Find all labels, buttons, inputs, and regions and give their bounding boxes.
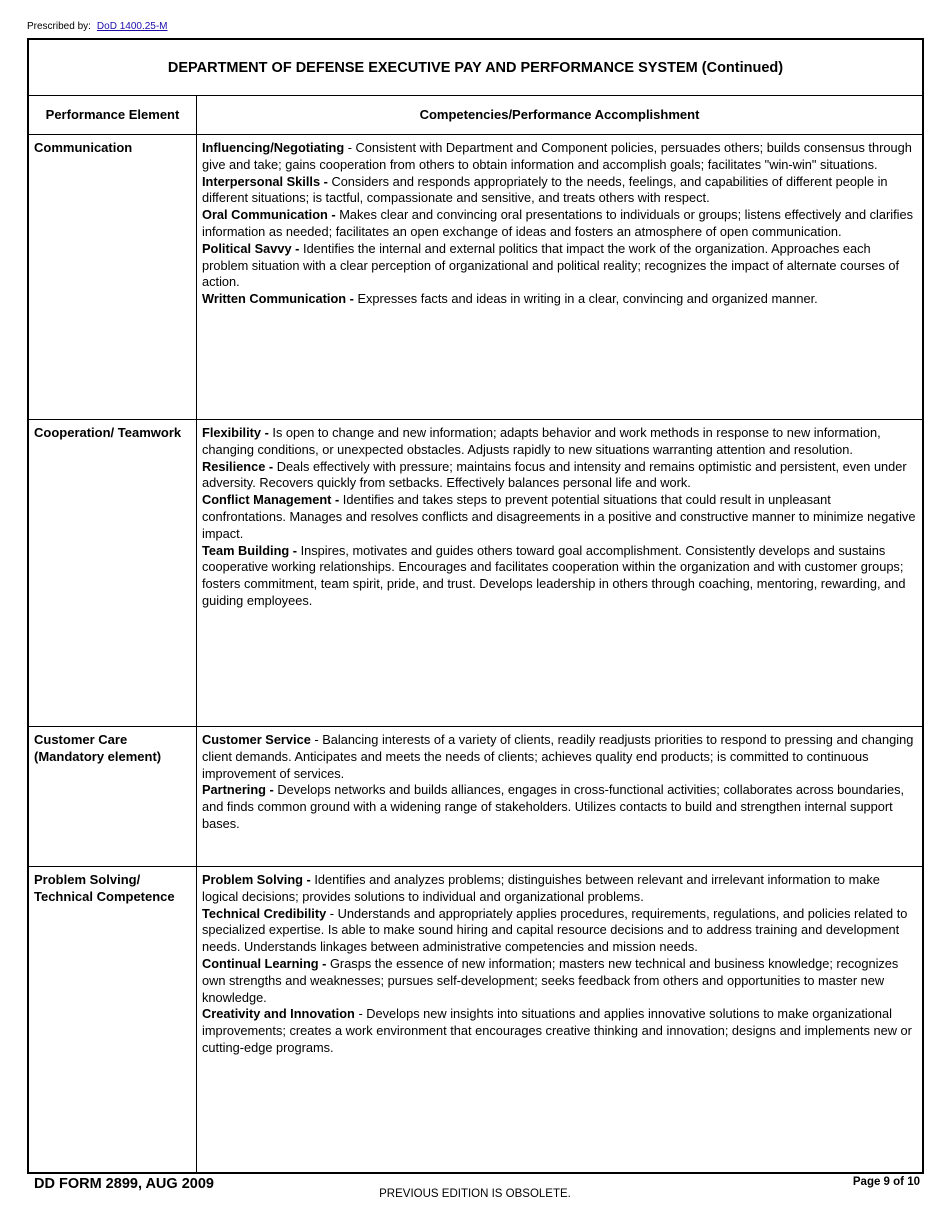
competency-item: Customer Service - Balancing interests of a variety of clients, readily readjusts priorities to respond to pressing and changing client demands. Anticipates and meets the needs of clients; achieves quality end products; is committed to continuous improvement of services. xyxy=(202,732,914,781)
competency-list xyxy=(202,425,918,610)
table-row-teamwork xyxy=(29,420,922,727)
prescribed-label: Prescribed by: xyxy=(27,21,91,32)
form-table xyxy=(27,38,924,1174)
competency-item: Influencing/Negotiating - Consistent with Department and Component policies, persuades others; builds consensus through give and take; gains cooperation from others to obtain information and accomplish goals; facilitates "win-win" situations. xyxy=(202,140,912,172)
table-row-customer-care xyxy=(29,727,922,867)
obsolete-notice: PREVIOUS EDITION IS OBSOLETE. xyxy=(379,1188,571,1200)
page-number: Page 9 of 10 xyxy=(852,1176,920,1188)
competency-item: Conflict Management - Identifies and takes steps to prevent potential situations that could result in unpleasant confrontations. Manages and resolves conflicts and disagreements in a positive and constructive manner to minimize negative impact. xyxy=(202,492,916,541)
competency-item: Resilience - Deals effectively with pressure; maintains focus and intensity and remains optimistic and persistent, even under adversity. Recovers quickly from setbacks. Effectively balances personal life and work. xyxy=(202,458,907,491)
competency-list xyxy=(202,732,918,833)
competency-item: Flexibility - Is open to change and new information; adapts behavior and work methods in response to new information, changing conditions, or unexpected obstacles. Adjusts rapidly to new situations warranting attention and resolution. xyxy=(202,425,881,457)
form-id: DD FORM 2899, AUG 2009 xyxy=(34,1176,214,1192)
table-row-problem-solving xyxy=(29,867,922,1173)
competency-item: Partnering - Develops networks and builds alliances, engages in cross-functional activities; collaborates across boundaries, and finds common ground with a widening range of stakeholders. Utilizes contacts to build and strengthen internal support bases. xyxy=(202,782,905,831)
competency-item: Technical Credibility - Understands and appropriately applies procedures, requirements, regulations, and policies related to specialized expertise. Is able to make sound hiring and capital resource decisions and to address training and development needs. Understands linkages between administrative competencies and mission needs. xyxy=(202,905,908,955)
competency-list xyxy=(202,872,918,1057)
element-label: Cooperation/ Teamwork xyxy=(34,425,182,440)
competency-item: Interpersonal Skills - Considers and responds appropriately to the needs, feelings, and capabilities of different people in different situations; is tactful, compassionate and sensitive, and treats others with respect. xyxy=(202,173,888,206)
competency-item: Creativity and Innovation - Develops new insights into situations and applies innovative solutions to make organizational improvements; creates a work environment that encourages creative thinking and innovation; designs and implements new or cutting-edge programs. xyxy=(202,1006,912,1055)
prescribed-by xyxy=(27,21,168,32)
competency-item: Political Savvy - Identifies the internal and external politics that impact the work of the organization. Approaches each problem situation with a clear perception of organizational and political reality; recognizes the impact of alternate courses of action. xyxy=(202,240,900,290)
element-label: Problem Solving/ Technical Competence xyxy=(34,872,175,904)
column-header-competencies: Competencies/Performance Accomplishment xyxy=(196,96,923,135)
element-label: Communication xyxy=(34,140,133,155)
table-row-communication xyxy=(29,135,922,420)
competency-item: Problem Solving - Identifies and analyzes problems; distinguishes between relevant and irrelevant information to make logical decisions; provides solutions to individual and organizational problems. xyxy=(202,872,880,904)
form-title: DEPARTMENT OF DEFENSE EXECUTIVE PAY AND PERFORMANCE SYSTEM (Continued) xyxy=(29,40,922,96)
column-header-element: Performance Element xyxy=(29,96,196,135)
prescribed-link[interactable]: DoD 1400.25-M xyxy=(96,21,168,32)
competency-item: Continual Learning - Grasps the essence of new information; masters new technical and business knowledge; recognizes own strengths and weaknesses; pursues self-development; seeks feedback from others and opportunities to master new knowledge. xyxy=(202,955,899,1005)
competency-list xyxy=(202,140,918,308)
competency-item: Written Communication - Expresses facts and ideas in writing in a clear, convincing and organized manner. xyxy=(202,291,818,307)
competency-item: Team Building - Inspires, motivates and guides others toward goal accomplishment. Consistently develops and sustains cooperative working relationships. Encourages and facilitates cooperation within the organization and with customer groups; fosters commitment, team spirit, pride, and trust. Develops leadership in others through coaching, mentoring, rewarding, and guiding employees. xyxy=(202,542,906,608)
element-label: Customer Care (Mandatory element) xyxy=(34,732,162,764)
competency-item: Oral Communication - Makes clear and convincing oral presentations to individuals or groups; listens effectively and clarifies information as needed; facilitates an open exchange of ideas and fosters an atmosphere of open communication. xyxy=(202,207,914,239)
